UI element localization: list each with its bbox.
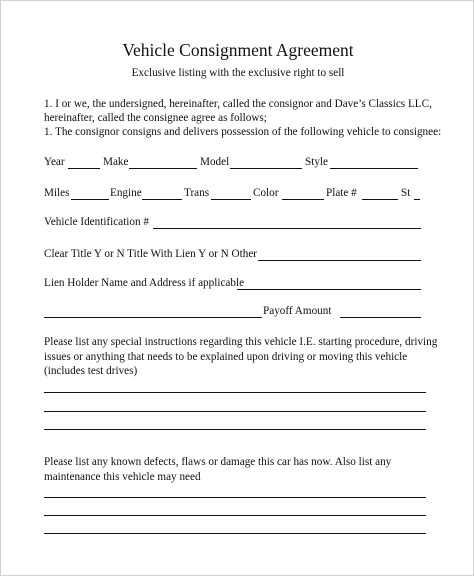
field-lien-holder-address[interactable] [44,317,262,318]
special-instructions-line-1: Please list any special instructions regarding this vehicle I.E. starting procedure, driving [44,336,438,348]
field-style[interactable] [330,168,418,169]
label-plate: Plate # [326,187,357,199]
label-payoff-amount: Payoff Amount [263,305,332,317]
intro-line-3: 1. The consignor consigns and delivers possession of the following vehicle to consignee: [44,126,442,138]
field-miles[interactable] [71,199,109,200]
field-lien-holder[interactable] [237,289,421,290]
label-style: Style [305,156,328,168]
field-state[interactable] [414,199,420,200]
special-instructions-field-3[interactable] [44,429,426,430]
label-make: Make [103,156,129,168]
label-miles: Miles [44,187,70,199]
defects-field-2[interactable] [44,515,426,516]
special-instructions-line-3: (includes test drives) [44,365,138,377]
label-engine: Engine [110,187,142,199]
field-plate[interactable] [362,199,398,200]
special-instructions-field-2[interactable] [44,411,426,412]
special-instructions-line-2: issues or anything that needs to be explained upon driving or moving this vehicle [44,351,408,363]
defects-field-3[interactable] [44,533,426,534]
field-model[interactable] [230,168,302,169]
label-color: Color [253,187,279,199]
field-engine[interactable] [142,199,182,200]
defects-field-1[interactable] [44,497,426,498]
field-color[interactable] [282,199,324,200]
document-title: Vehicle Consignment Agreement [122,40,354,60]
label-vin: Vehicle Identification # [44,216,149,228]
field-trans[interactable] [211,199,251,200]
field-title-other[interactable] [258,260,421,261]
field-payoff-amount[interactable] [340,317,421,318]
label-model: Model [200,156,230,168]
field-make[interactable] [129,168,197,169]
defects-line-2: maintenance this vehicle may need [44,471,201,483]
intro-line-1: 1. I or we, the undersigned, hereinafter, called the consignor and Dave’s Classics LLC, [44,98,432,110]
field-year[interactable] [68,168,100,169]
intro-line-2: hereinafter, called the consignee agree as follows; [44,112,267,124]
label-title-status: Clear Title Y or N Title With Lien Y or N Other [44,248,258,260]
document-subtitle: Exclusive listing with the exclusive right to sell [131,67,345,79]
label-year: Year [44,156,65,168]
field-vin[interactable] [153,228,421,229]
label-trans: Trans [184,187,210,199]
defects-line-1: Please list any known defects, flaws or damage this car has now. Also list any [44,456,392,468]
label-state: St [401,187,411,199]
label-lien-holder: Lien Holder Name and Address if applicable [44,277,245,289]
special-instructions-field-1[interactable] [44,392,426,393]
